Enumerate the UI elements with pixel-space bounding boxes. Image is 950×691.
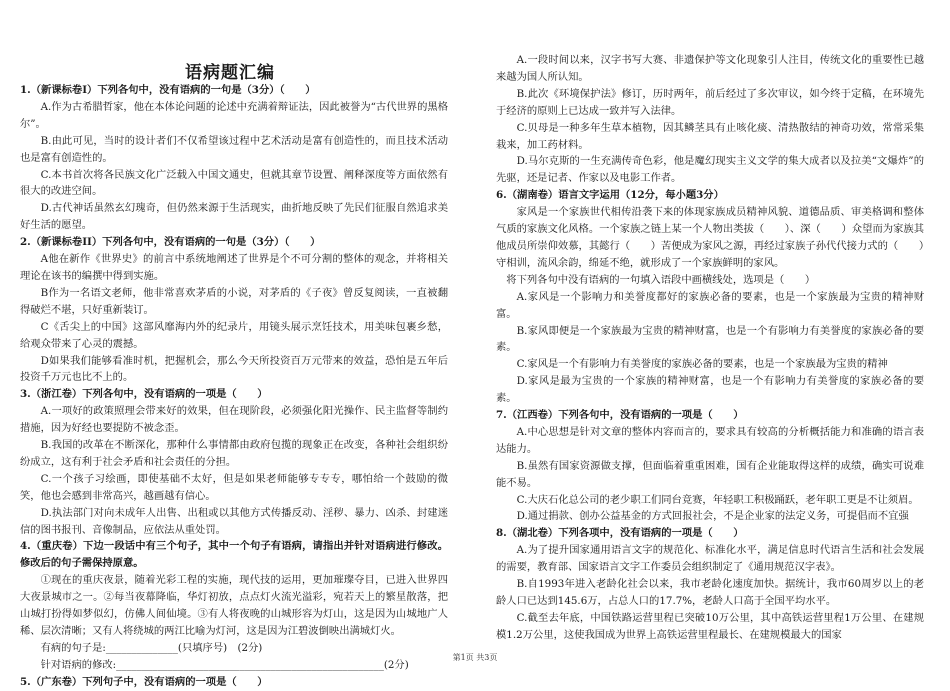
question-text: D.通过捐款、创办公益基金的方式回报社会，不是企业家的法定义务，可提倡而不宜强 (516, 510, 909, 523)
question-text: A.一项好的政策照理会带来好的效果，但在现阶段，必须强化阳光操作、民主监督等制约措施，因为好经也要提防不被念歪。 (20, 405, 448, 435)
question-text: 家风是一个家族世代相传沿袭下来的体现家族成员精神风貌、道德品质、审美格调和整体气质的家族文化风格。一个家族之链上某一个人物出类拔（ ）、深（ ）众望而为家族其他成员所崇仰效慕，其懿行（ ）苦便成为家风之源，再经过家族子孙代代接力式的（ ）守相训，流风余韵，绵延不绝，就形成了一个家族鲜明的家风。 (496, 206, 924, 269)
question-text: A.一段时间以来，汉字书写大赛、非遗保护等文化现象引人注目，传统文化的重要性已越来越为国人所认知。 (496, 54, 924, 83)
left-column (20, 52, 448, 691)
question-stem: 2.（新课标卷II）下列各句中，没有语病的一句是（3分）（ ） (20, 236, 321, 249)
question-stem: 8.（湖北卷）下列各项中，没有语病的一项是（ ） (496, 527, 744, 540)
question-text: A.作为古希腊哲家，他在本体论问题的论述中充满着辩证法，因此被誉为“古代世界的黑格尔”。 (20, 100, 448, 130)
page-title: 语病题汇编 (185, 63, 275, 83)
question-text: C.家风是一个有影响力有美誉度的家族必备的要素，也是一个家族最为宝贵的精神 (516, 358, 888, 371)
question-text: C.截至去年底，中国铁路运营里程已突破10万公里，其中高铁运营里程1万公里、在建规模1.2万公里，这使我国成为世界上高铁运营里程最长、在建规模最大的国家 (496, 611, 924, 641)
question-text: C.贝母是一种多年生草本植物，因其鳞茎具有止咳化痰、清热散结的神奇功效，常常采集栽来，加工药材料。 (496, 121, 924, 151)
question-text: ①现在的重庆夜景，随着光彩工程的实施，现代技的运用，更加璀璨夺目，已进入世界四大夜景城市之一。②每当夜幕降临，华灯初放，点点灯火流光溢彩，宛若天上的繁星散落，把山城打扮得如梦似幻，仿佛人间仙境。③有人将夜晚的山城形容为灯山，这是因为山城地广人稀、层次清晰；又有人将绕城的两江比喻为灯河，这是因为江碧波倒映出满城灯火。 (20, 574, 448, 637)
question-text: B.家风即便是一个家族最为宝贵的精神财富，也是一个有影响力有美誉度的家族必备的要素。 (496, 324, 924, 354)
question-text: D如果我们能够看准时机，把握机会，那么今天所投资百万元带来的效益，恐怕是五年后投资千万元也比不上的。 (20, 354, 448, 384)
question-stem: 1.（新课标卷Ⅰ）下列各句中，没有语病的一句是（3分）（ ） (20, 84, 316, 96)
question-text: B.此次《环境保护法》修订，历时两年，前后经过了多次审议，如今终于定稿，在环境先于经济的原则上已达成一致并写入法律。 (496, 87, 924, 117)
question-text: B.虽然有国家资源做支撑，但面临着重重困难，国有企业能取得这样的成绩，确实可说难能不易。 (496, 459, 924, 489)
question-stem: 6.（湖南卷）语言文字运用（12分，每小题3分） (496, 189, 724, 202)
question-text: D.古代神话虽然玄幻瑰奇，但仍然来源于生活现实，曲折地反映了先民们征服自然追求美好生活的愿望。 (20, 202, 448, 232)
question-text: 针对语病的修改:____________________________________________________(2分) (40, 658, 409, 671)
question-text: B.自1993年进入老龄化社会以来，我市老龄化速度加快。据统计，我市60周岁以上的老龄人口已达到145.6万，占总人口的17.7%，老龄人口高于全国平均水平。 (496, 578, 924, 607)
question-text: C.本书首次将各民族文化广泛载入中国文通史，但就其章节设置、阐释深度等方面依然有很大的改进空间。 (20, 168, 448, 198)
question-text: C.一个孩子习绘画，即使基础不太好，但是如果老师能够专专专，哪怕给一个鼓励的微笑，他也会感到非常高兴，越画越有信心。 (20, 472, 448, 502)
question-text: 有病的句子是:______________(只填序号) (2分) (40, 641, 263, 654)
question-text: A他在新作《世界史》的前言中系统地阐述了世界是个不可分割的整体的观念，并将相关理论在该书的编撰中得到实施。 (20, 253, 448, 282)
right-column (496, 52, 924, 644)
question-text: B作为一名语文老师，他非常喜欢茅盾的小说，对茅盾的《子夜》曾反复阅读，一直被翻得破烂不堪，只好重新装订。 (20, 286, 448, 316)
question-text: B.我国的改革在不断深化，那种什么事情都由政府包揽的现象正在改变，各种社会组织纷纷成立，这有利于社会矛盾和社会责任的分担。 (20, 439, 448, 468)
question-text: B.由此可见，当时的设计者们不仅希望该过程中艺术活动是富有创造性的，而且技术活动也是富有创造性的。 (20, 134, 448, 164)
question-text: 将下列各句中没有语病的一句填入语段中画横线处，选项是（ ） (506, 273, 816, 286)
question-text: D.执法部门对向未成年人出售、出租或以其他方式传播反动、淫秽、暴力、凶杀、封建迷信的图书报刊、音像制品，应依法从重处罚。 (20, 506, 448, 536)
question-text: D.马尔克斯的一生充满传奇色彩，他是魔幻现实主义文学的集大成者以及拉美“文爆炸”的先驱，还是记者、作家以及电影工作者。 (496, 155, 924, 185)
question-stem: 7.（江西卷）下列各句中，没有语病的一项是（ ） (496, 409, 744, 422)
question-text: C《舌尖上的中国》这部风靡海内外的纪录片，用镜头展示烹饪技术，用美味包裹乡愁，给观众带来了心灵的震撼。 (20, 320, 448, 350)
question-text: D.家风是最为宝贵的一个家族的精神财富，也是一个有影响力有美誉度的家族必备的要素。 (496, 375, 924, 405)
question-stem: 4.（重庆卷）下边一段话中有三个句子，其中一个句子有语病，请指出并针对语病进行修改。修改后的句子需保持原意。 (20, 540, 448, 570)
question-text: A.中心思想是针对文章的整体内容而言的，要求具有较高的分析概括能力和准确的语言表达能力。 (496, 425, 924, 455)
question-text: C.大庆石化总公司的老少职工们同台竞赛，年轻职工积极踊跃，老年职工更是不让须眉。 (516, 493, 919, 506)
question-stem: 3.（浙江卷）下列各句中，没有语病的一项是（ ） (20, 388, 268, 401)
question-stem: 5.（广东卷）下列句子中，没有语病的一项是（ ） (20, 675, 268, 688)
page-footer: 第1页 共3页 (452, 653, 498, 662)
question-text: A.家风是一个影响力和美誉度都好的家族必备的要素，也是一个家族最为宝贵的精神财富。 (496, 290, 924, 320)
question-text: A.为了提升国家通用语言文字的规范化、标准化水平，满足信息时代语言生活和社会发展的需要，教育部、国家语言文字工作委员会组织制定了《通用规范汉字表》。 (496, 544, 924, 574)
